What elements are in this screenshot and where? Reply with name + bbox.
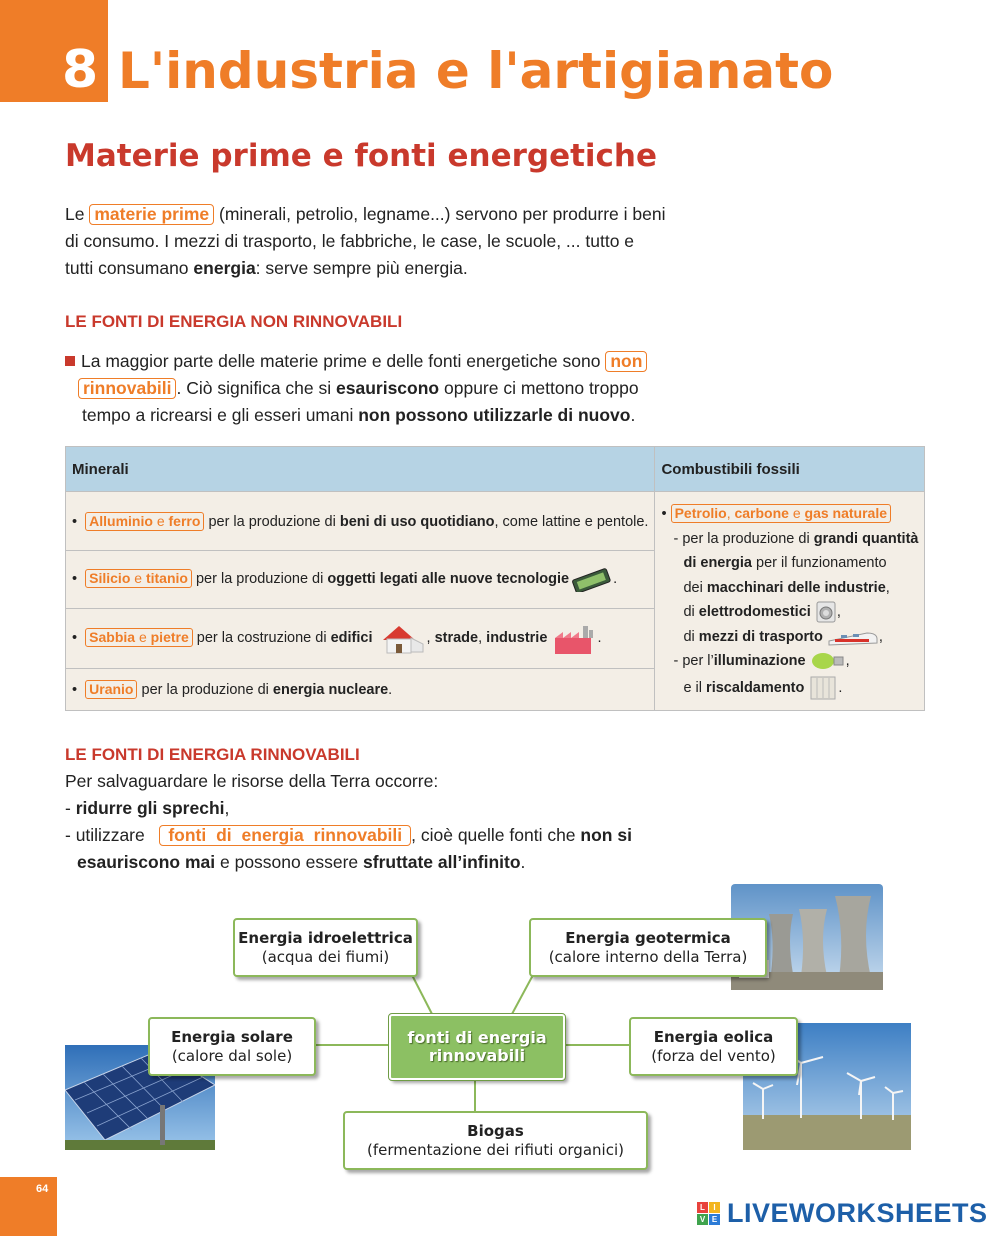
- center-node-line: fonti di energia: [407, 1028, 547, 1047]
- table-row: • Silicio e titanio per la produzione di oggetti legati alle nuove tecnologie .: [66, 551, 655, 609]
- cell-bold: industrie: [486, 630, 548, 647]
- node-subtitle: (acqua dei fiumi): [261, 947, 390, 966]
- intro-text: di consumo. I mezzi di trasporto, le fabbriche, le case, le scuole, ... tutto e: [65, 231, 635, 251]
- center-node-line: rinnovabili: [428, 1046, 526, 1065]
- logo-letter: E: [709, 1214, 720, 1225]
- node-title: Energia eolica: [653, 1027, 774, 1046]
- keyword-box: Uranio: [85, 680, 137, 699]
- keyword-materie-prime: materie prime: [89, 204, 214, 225]
- para-bold: esauriscono: [336, 378, 440, 398]
- liveworksheets-logo-icon: [697, 1202, 721, 1226]
- cell-bold: elettrodomestici: [698, 604, 811, 620]
- para-text: La maggior parte delle materie prime e delle fonti energetiche sono: [81, 351, 601, 371]
- node-biogas: [343, 1111, 648, 1170]
- para-text: . Ciò significa che si: [176, 378, 332, 398]
- node-title: Energia idroelettrica: [238, 928, 413, 947]
- keyword-box: Petrolio, carbone e gas naturale: [671, 504, 891, 523]
- cell-text: per la produzione di: [195, 571, 324, 588]
- cell-text: .: [613, 571, 618, 588]
- keyword-rinnovabili: rinnovabili: [78, 378, 176, 399]
- para-bold: non si: [580, 825, 632, 845]
- column-header-combustibili: Combustibili fossili: [655, 447, 925, 492]
- liveworksheets-brand[interactable]: LIVEWORKSHEETS: [727, 1198, 988, 1228]
- cell-bold: energia nucleare: [272, 682, 389, 698]
- chapter-number: 8: [62, 40, 99, 100]
- para-bold: sfruttate all’infinito: [363, 852, 521, 872]
- node-subtitle: (forza del vento): [651, 1046, 776, 1065]
- cell-bold: illuminazione: [713, 653, 806, 669]
- node-energia-solare: [148, 1017, 316, 1076]
- cell-bold: edifici: [330, 630, 373, 647]
- cell-text: ,: [836, 604, 841, 620]
- cell-bold: strade: [434, 630, 479, 647]
- logo-letter: L: [697, 1202, 708, 1213]
- intro-text: : serve sempre più energia.: [255, 258, 468, 278]
- para-bold: non possono utilizzarle di nuovo: [358, 405, 631, 425]
- cell-text: - per l’: [673, 653, 714, 669]
- intro-text: Le: [65, 204, 85, 224]
- cell-text: ,: [878, 628, 883, 645]
- keyword-non: non: [605, 351, 647, 372]
- para-text: .: [630, 405, 636, 425]
- para-bold: esauriscono mai: [77, 852, 216, 872]
- cell-text: ,: [478, 630, 487, 647]
- cell-text: ,: [845, 653, 850, 669]
- para-bold: ridurre gli sprechi: [75, 798, 225, 818]
- column-header-minerali: Minerali: [66, 447, 655, 492]
- para-text: Per salvaguardare le risorse della Terra occorre:: [65, 771, 439, 791]
- node-title: Energia solare: [171, 1027, 293, 1046]
- keyword-box: Alluminio e ferro: [85, 512, 204, 531]
- cell-text: per la produzione di: [141, 682, 269, 698]
- para-text: - utilizzare: [65, 825, 145, 845]
- node-title: Biogas: [467, 1121, 524, 1140]
- cell-text: per la produzione di: [208, 513, 336, 530]
- node-subtitle: (fermentazione dei rifiuti organici): [367, 1140, 624, 1159]
- node-subtitle: (calore dal sole): [171, 1046, 293, 1065]
- keyword-box: Silicio e titanio: [85, 569, 192, 588]
- para-text: .: [520, 852, 526, 872]
- section-title: Materie prime e fonti energetiche: [65, 138, 658, 174]
- cell-text: di: [683, 628, 695, 645]
- para-text: tempo a ricrearsi e gli esseri umani: [82, 405, 354, 425]
- intro-bold: energia: [193, 258, 256, 278]
- cell-bold: riscaldamento: [706, 679, 805, 696]
- cell-text: .: [597, 630, 602, 647]
- page-number: 64: [36, 1183, 49, 1195]
- cell-bold: beni di uso quotidiano: [339, 513, 495, 530]
- cell-text: - per la produzione di: [673, 530, 810, 547]
- chapter-title: L'industria e l'artigianato: [118, 42, 834, 100]
- intro-text: (minerali, petrolio, legname...) servono per produrre i beni: [219, 204, 666, 224]
- node-title: Energia geotermica: [565, 928, 731, 947]
- cell-text: per il funzionamento: [756, 555, 887, 571]
- para-text: -: [65, 798, 71, 818]
- cell-bold: oggetti legati alle nuove tecnologie: [327, 571, 570, 588]
- node-center-fonti-rinnovabili: [389, 1014, 565, 1080]
- cell-text: per la costruzione di: [196, 630, 327, 647]
- para-text: e possono essere: [220, 852, 359, 872]
- table-row: • Alluminio e ferro per la produzione di beni di uso quotidiano, come lattine e pentole.: [66, 492, 655, 551]
- table-row: • Sabbia e pietre per la costruzione di edifici , strade, industrie .: [66, 609, 655, 669]
- table-row: • Uranio per la produzione di energia nucleare.: [66, 669, 655, 711]
- renewable-heading: LE FONTI DI ENERGIA RINNOVABILI: [65, 745, 360, 764]
- cell-bold: di energia: [683, 555, 752, 571]
- page-number-badge: [0, 1177, 57, 1236]
- para-text: ,: [224, 798, 230, 818]
- cell-text: dei: [683, 579, 703, 596]
- cell-bold: macchinari delle industrie: [706, 579, 886, 596]
- logo-letter: V: [697, 1214, 708, 1225]
- cell-text: .: [838, 679, 843, 696]
- fossil-cell: • Petrolio, carbone e gas naturale - per la produzione di grandi quantità di energia per il funzionamento dei macchinari delle industrie, di elettrodomestici , di mezzi di trasporto , - per l’illuminazione , e il riscaldamento .: [655, 492, 925, 711]
- non-renewable-heading: LE FONTI DI ENERGIA NON RINNOVABILI: [65, 312, 403, 331]
- node-energia-geotermica: [529, 918, 767, 977]
- cell-text: ,: [885, 579, 890, 596]
- keyword-box: Sabbia e pietre: [85, 628, 193, 647]
- keyword-fonti-rinnovabili: fonti di energia rinnovabili: [159, 825, 411, 846]
- connector-line: [512, 975, 533, 1014]
- connector-line: [412, 975, 432, 1014]
- node-energia-idroelettrica: [233, 918, 418, 977]
- node-energia-eolica: [629, 1017, 798, 1076]
- cell-text: , come lattine e pentole.: [494, 513, 649, 530]
- intro-text: tutti consumano: [65, 258, 189, 278]
- cell-text: e il: [683, 679, 703, 696]
- cell-bold: grandi quantità: [813, 530, 919, 547]
- logo-letter: I: [709, 1202, 720, 1213]
- cell-text: di: [683, 604, 695, 620]
- cell-text: .: [388, 682, 393, 698]
- para-text: , cioè quelle fonti che: [411, 825, 576, 845]
- para-text: oppure ci mettono troppo: [444, 378, 639, 398]
- cell-bold: mezzi di trasporto: [698, 628, 823, 645]
- cell-text: ,: [426, 630, 435, 647]
- node-subtitle: (calore interno della Terra): [548, 947, 748, 966]
